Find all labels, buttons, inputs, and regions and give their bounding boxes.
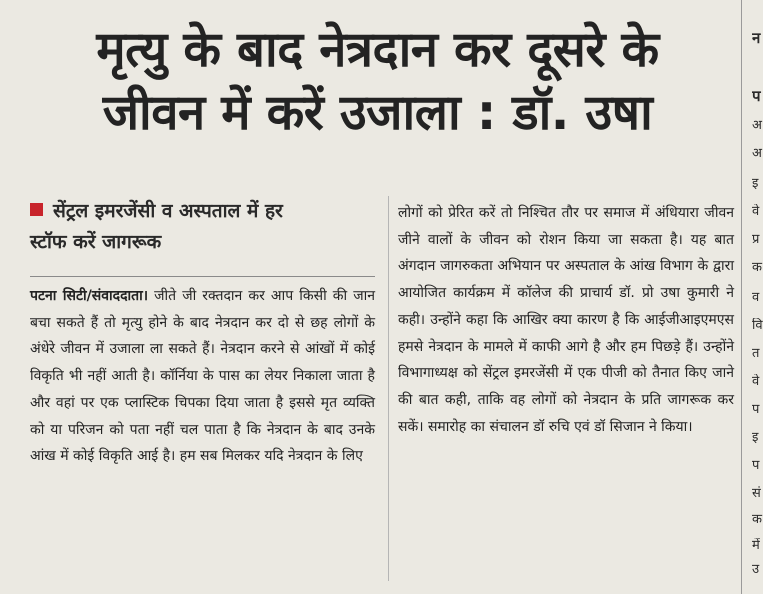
edge-text-fragment: इ (752, 176, 759, 191)
edge-text-fragment: प्र (752, 232, 760, 247)
article-text-right: लोगों को प्रेरित करें तो निश्चित तौर पर समाज में अंधियारा जीवन जीने वालों के जीवन को रोशन किया जा सकता है। यह बात अंगदान जागरुकता अभियान पर अस्पताल के आंख विभाग के द्वारा आयोजित कार्यक्रम में कॉलेज की प्राचार्य डॉ. प्रो उषा कुमारी ने कही। उन्होंने कहा कि आखिर क्या कारण है कि आईजीआइएमएस हमसे नेत्रदान के मामले में काफी आगे है और हम पिछड़े हैं। उन्होंने विभागाध्यक्ष को सेंट्रल इमरजेंसी में एक पीजी को तैनात किए जाने की बात कही, ताकि वह लोगों को नेत्रदान के प्रति जागरूक कर सकें। समारोह का संचालन डॉ रुचि एवं डॉ सिजान ने किया। (398, 205, 734, 435)
article-column-right (398, 200, 734, 440)
article-text-left: जीते जी रक्तदान कर आप किसी की जान बचा सकते हैं तो मृत्यु होने के बाद नेत्रदान कर दो से छह लोगों के अंधेरे जीवन में उजाला ला सकते हैं। नेत्रदान करने से आंखों में कोई विकृति भी नहीं आती है। कॉर्निया के पास का लेयर निकाला जाता है और वहां पर एक प्लास्टिक चिपका दिया जाता है इससे मृत व्यक्ति को या परिजन को पता नहीं चल पाता है कि नेत्रदान के बाद उनके आंख में कोई विकृति आई है। हम सब मिलकर यदि नेत्रदान के लिए (30, 288, 375, 465)
subheadline-line-1: सेंट्रल इमरजेंसी व अस्पताल में हर (53, 200, 283, 222)
edge-text-fragment: अ (752, 146, 762, 161)
edge-text-fragment: वे (752, 204, 760, 219)
edge-text-fragment: उ (752, 562, 760, 577)
edge-text-fragment: में (752, 538, 760, 553)
adjacent-article-divider (741, 0, 742, 594)
headline-line-1: मृत्यु के बाद नेत्रदान कर दूसरे के (96, 21, 659, 78)
edge-text-fragment: व (752, 290, 760, 305)
edge-text-fragment: सं (752, 486, 761, 501)
dateline: पटना सिटी/संवाददाता। (30, 288, 149, 304)
edge-text-fragment: क (752, 260, 762, 275)
headline-line-2: जीवन में करें उजाला : डॉ. उषा (102, 84, 653, 141)
edge-text-fragment: प (752, 402, 760, 417)
edge-text-fragment: क (752, 512, 762, 527)
subhead-divider (30, 276, 375, 277)
subheadline-line-2: स्टॉफ करें जागरूक (30, 231, 162, 253)
headline (10, 18, 745, 144)
subheadline (30, 196, 375, 258)
edge-text-fragment: न (752, 30, 761, 46)
red-square-bullet-icon (30, 203, 43, 216)
edge-text-fragment: प (752, 88, 761, 104)
edge-text-fragment: वे (752, 374, 760, 389)
column-divider (388, 196, 389, 581)
edge-text-fragment: इ (752, 430, 759, 445)
edge-text-fragment: प (752, 458, 760, 473)
edge-text-fragment: अ (752, 118, 762, 133)
article-column-left (30, 283, 375, 470)
edge-text-fragment: वि (752, 318, 763, 333)
edge-text-fragment: त (752, 346, 760, 361)
